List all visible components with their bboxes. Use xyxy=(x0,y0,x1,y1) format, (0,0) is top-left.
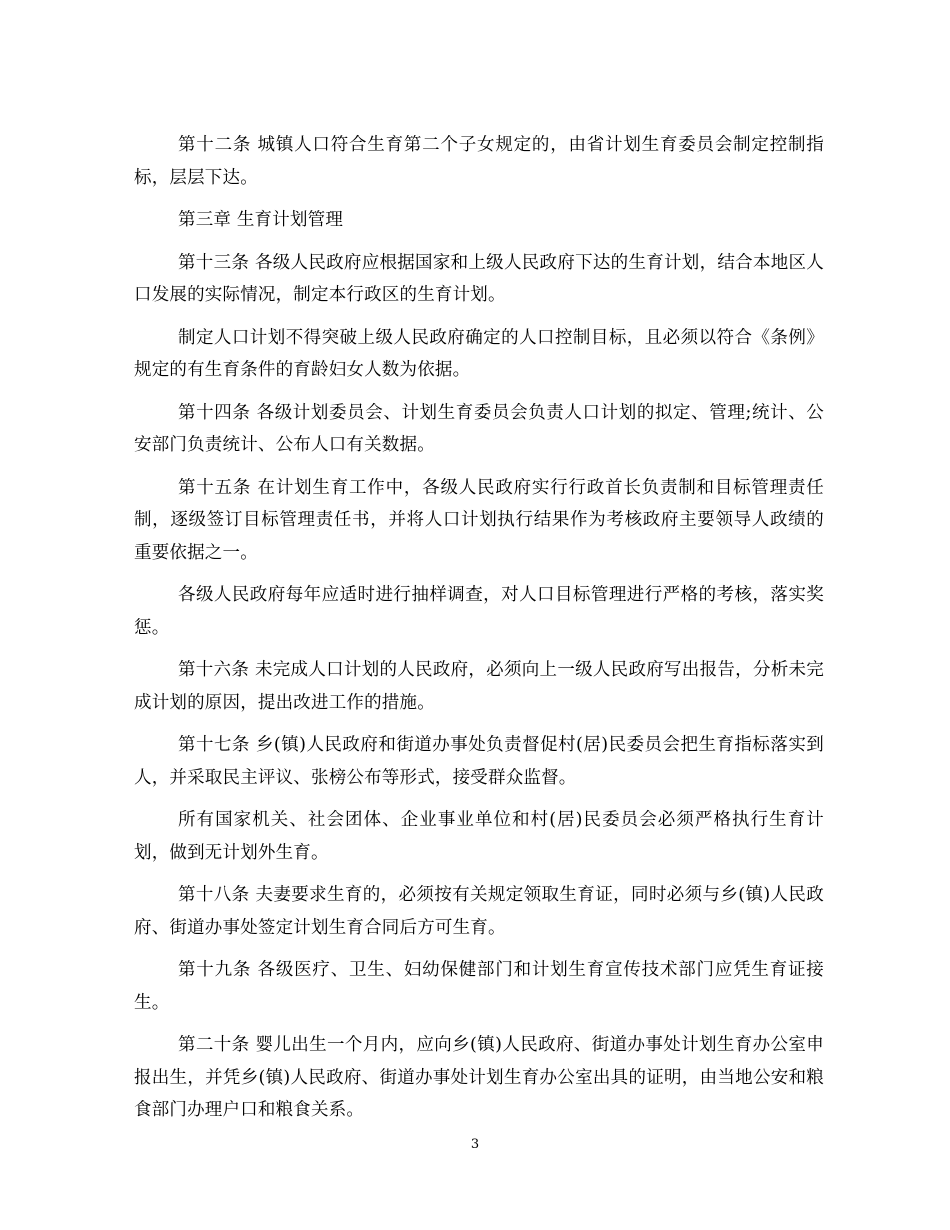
paragraph-article-12: 第十二条 城镇人口符合生育第二个子女规定的，由省计划生育委员会制定控制指标，层层下达。 xyxy=(134,135,824,188)
paragraph-article-15-cont: 各级人民政府每年应适时进行抽样调查，对人口目标管理进行严格的考核，落实奖惩。 xyxy=(134,585,824,638)
paragraph-article-16: 第十六条 未完成人口计划的人民政府，必须向上一级人民政府写出报告，分析未完成计划的原因，提出改进工作的措施。 xyxy=(134,660,824,713)
paragraph-article-14: 第十四条 各级计划委员会、计划生育委员会负责人口计划的拟定、管理;统计、公安部门负责统计、公布人口有关数据。 xyxy=(134,402,824,455)
paragraph-article-17-cont: 所有国家机关、社会团体、企业事业单位和村(居)民委员会必须严格执行生育计划，做到无计划外生育。 xyxy=(134,810,824,863)
paragraph-article-17: 第十七条 乡(镇)人民政府和街道办事处负责督促村(居)民委员会把生育指标落实到人，并采取民主评议、张榜公布等形式，接受群众监督。 xyxy=(134,735,824,788)
paragraph-article-13-cont: 制定人口计划不得突破上级人民政府确定的人口控制目标，且必须以符合《条例》规定的有生育条件的育龄妇女人数为依据。 xyxy=(134,327,824,380)
paragraph-article-19: 第十九条 各级医疗、卫生、妇幼保健部门和计划生育宣传技术部门应凭生育证接生。 xyxy=(134,960,824,1013)
paragraph-article-18: 第十八条 夫妻要求生育的，必须按有关规定领取生育证，同时必须与乡(镇)人民政府、街道办事处签定计划生育合同后方可生育。 xyxy=(134,885,824,938)
document-body xyxy=(134,129,824,1137)
page-number: 3 xyxy=(470,1137,480,1152)
paragraph-article-20: 第二十条 婴儿出生一个月内，应向乡(镇)人民政府、街道办事处计划生育办公室申报出生，并凭乡(镇)人民政府、街道办事处计划生育办公室出具的证明，由当地公安和粮食部门办理户口和粮食关系。 xyxy=(134,1035,824,1120)
chapter-heading: 第三章 生育计划管理 xyxy=(178,210,344,230)
paragraph-article-15: 第十五条 在计划生育工作中，各级人民政府实行行政首长负责制和目标管理责任制，逐级签订目标管理责任书，并将人口计划执行结果作为考核政府主要领导人政绩的重要依据之一。 xyxy=(134,477,824,563)
paragraph-article-13: 第十三条 各级人民政府应根据国家和上级人民政府下达的生育计划，结合本地区人口发展的实际情况，制定本行政区的生育计划。 xyxy=(134,252,824,305)
